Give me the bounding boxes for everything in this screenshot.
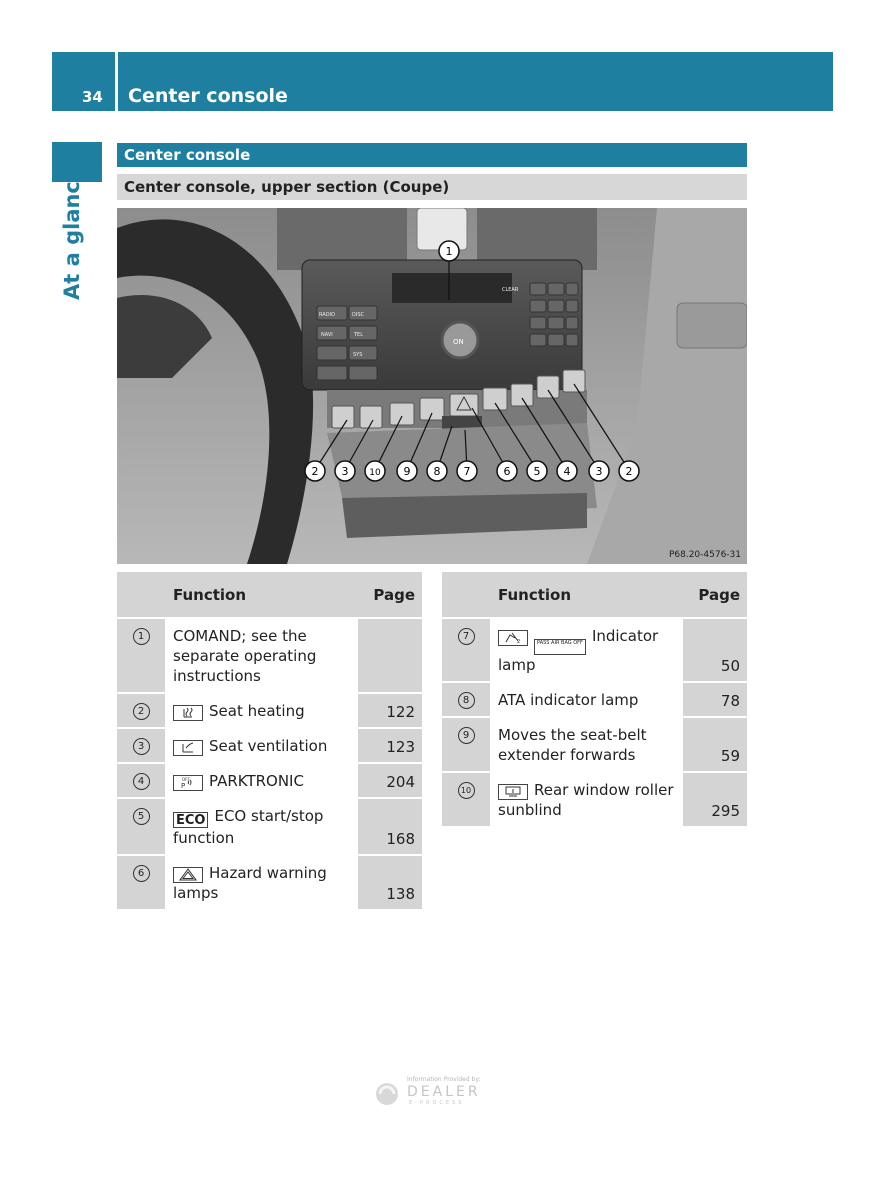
svg-text:3: 3 xyxy=(341,465,349,478)
table-header-number xyxy=(117,572,165,618)
callout-10 xyxy=(365,461,385,481)
callout-7 xyxy=(457,461,477,481)
photo-reference-code: P68.20-4576-31 xyxy=(668,550,741,560)
row-function: Hazard warning lamps xyxy=(173,864,327,902)
svg-text:2: 2 xyxy=(517,639,521,644)
svg-text:1: 1 xyxy=(445,245,453,258)
console-radio-label: RADIO xyxy=(319,312,335,318)
child-seat-icon xyxy=(498,630,528,646)
console-tel-label: TEL xyxy=(354,332,363,338)
row-function: Seat ventilation xyxy=(209,737,328,755)
svg-text:P: P xyxy=(181,782,186,789)
table-row xyxy=(117,618,422,693)
row-number: 2 xyxy=(133,703,150,720)
page-number: 34 xyxy=(82,88,103,106)
table-row xyxy=(117,728,422,763)
callout-5 xyxy=(527,461,547,481)
section-subtitle: Center console, upper section (Coupe) xyxy=(124,178,450,196)
row-page: 50 xyxy=(720,657,740,675)
rear-window-roller-sunblind-icon xyxy=(498,784,528,800)
table-row xyxy=(117,693,422,728)
section-title: Center console xyxy=(124,146,251,164)
passenger-airbag-off-icon: PASS AIR BAG OFF xyxy=(534,639,586,655)
side-tab-label: At a glance xyxy=(60,166,84,300)
footer-tagline: E-PROCESS xyxy=(409,1100,465,1106)
row-page: 295 xyxy=(711,802,740,820)
page-header-bar xyxy=(118,52,833,111)
row-page: 78 xyxy=(720,692,740,710)
table-header-function: Function xyxy=(490,572,683,618)
table-row xyxy=(117,798,422,855)
svg-text:2: 2 xyxy=(625,465,633,478)
row-function: Rear window roller sunblind xyxy=(498,781,674,819)
page-number-box xyxy=(52,52,115,111)
svg-text:7: 7 xyxy=(463,465,471,478)
svg-text:8: 8 xyxy=(433,465,441,478)
row-number: 5 xyxy=(133,808,150,825)
row-function: PARKTRONIC xyxy=(209,772,304,790)
console-sys-label: SYS xyxy=(353,352,363,358)
svg-text:5: 5 xyxy=(533,465,541,478)
function-table-right xyxy=(442,572,747,826)
row-function: Seat heating xyxy=(209,702,305,720)
footer-provider: Information Provided by: xyxy=(407,1076,481,1083)
row-page: 168 xyxy=(386,830,415,848)
table-row xyxy=(442,682,747,717)
callout-4 xyxy=(557,461,577,481)
row-function: COMAND; see the separate operating instructions xyxy=(173,627,317,685)
callout-9 xyxy=(397,461,417,481)
table-header-page: Page xyxy=(683,572,747,618)
row-page: 123 xyxy=(386,738,415,756)
dealer-eprocess-logo xyxy=(375,1072,505,1112)
page-title: Center console xyxy=(128,85,288,107)
callout-3-right xyxy=(589,461,609,481)
svg-text:9: 9 xyxy=(403,465,411,478)
svg-text:4: 4 xyxy=(563,465,571,478)
callout-8 xyxy=(427,461,447,481)
parktronic-icon xyxy=(173,775,203,791)
console-disc-label: DISC xyxy=(352,312,364,318)
table-row xyxy=(442,717,747,772)
svg-text:6: 6 xyxy=(503,465,511,478)
row-number: 9 xyxy=(458,727,475,744)
hazard-icon xyxy=(173,867,203,883)
callout-6 xyxy=(497,461,517,481)
callout-2-right xyxy=(619,461,639,481)
row-page: 122 xyxy=(386,703,415,721)
row-function: Indicator lamp xyxy=(498,627,659,674)
center-console-photo xyxy=(117,208,747,564)
table-row xyxy=(117,763,422,798)
row-number: 1 xyxy=(133,628,150,645)
function-table-left xyxy=(117,572,422,909)
row-number: 7 xyxy=(458,628,475,645)
table-row xyxy=(442,772,747,826)
console-clear-label: CLEAR xyxy=(502,287,519,293)
svg-text:10: 10 xyxy=(369,468,381,478)
svg-text:3: 3 xyxy=(595,465,603,478)
row-function: ECO start/stop function xyxy=(173,807,324,847)
row-number: 4 xyxy=(133,773,150,790)
seat-heating-icon xyxy=(173,705,203,721)
row-page: 138 xyxy=(386,885,415,903)
row-number: 6 xyxy=(133,865,150,882)
row-function: Moves the seat-belt extender forwards xyxy=(498,726,647,764)
console-navi-label: NAVI xyxy=(321,332,333,338)
callout-2-left xyxy=(305,461,325,481)
section-title-bar xyxy=(117,143,747,167)
eco-icon: ECO xyxy=(173,812,208,828)
section-subtitle-bar xyxy=(117,174,747,200)
table-header-number xyxy=(442,572,490,618)
callout-3-left xyxy=(335,461,355,481)
row-number: 10 xyxy=(458,782,475,799)
table-row xyxy=(442,618,747,682)
seat-ventilation-icon xyxy=(173,740,203,756)
table-header-function: Function xyxy=(165,572,358,618)
row-function: ATA indicator lamp xyxy=(498,691,639,709)
console-on-label: ON xyxy=(453,338,464,346)
callout-1 xyxy=(439,241,459,261)
table-header-page: Page xyxy=(358,572,422,618)
table-row xyxy=(117,855,422,909)
row-page: 204 xyxy=(386,773,415,791)
row-number: 8 xyxy=(458,692,475,709)
row-page: 59 xyxy=(720,747,740,765)
row-number: 3 xyxy=(133,738,150,755)
footer-brand: DEALER xyxy=(407,1084,481,1100)
svg-text:2: 2 xyxy=(311,465,319,478)
svg-text:OFF: OFF xyxy=(182,777,190,782)
